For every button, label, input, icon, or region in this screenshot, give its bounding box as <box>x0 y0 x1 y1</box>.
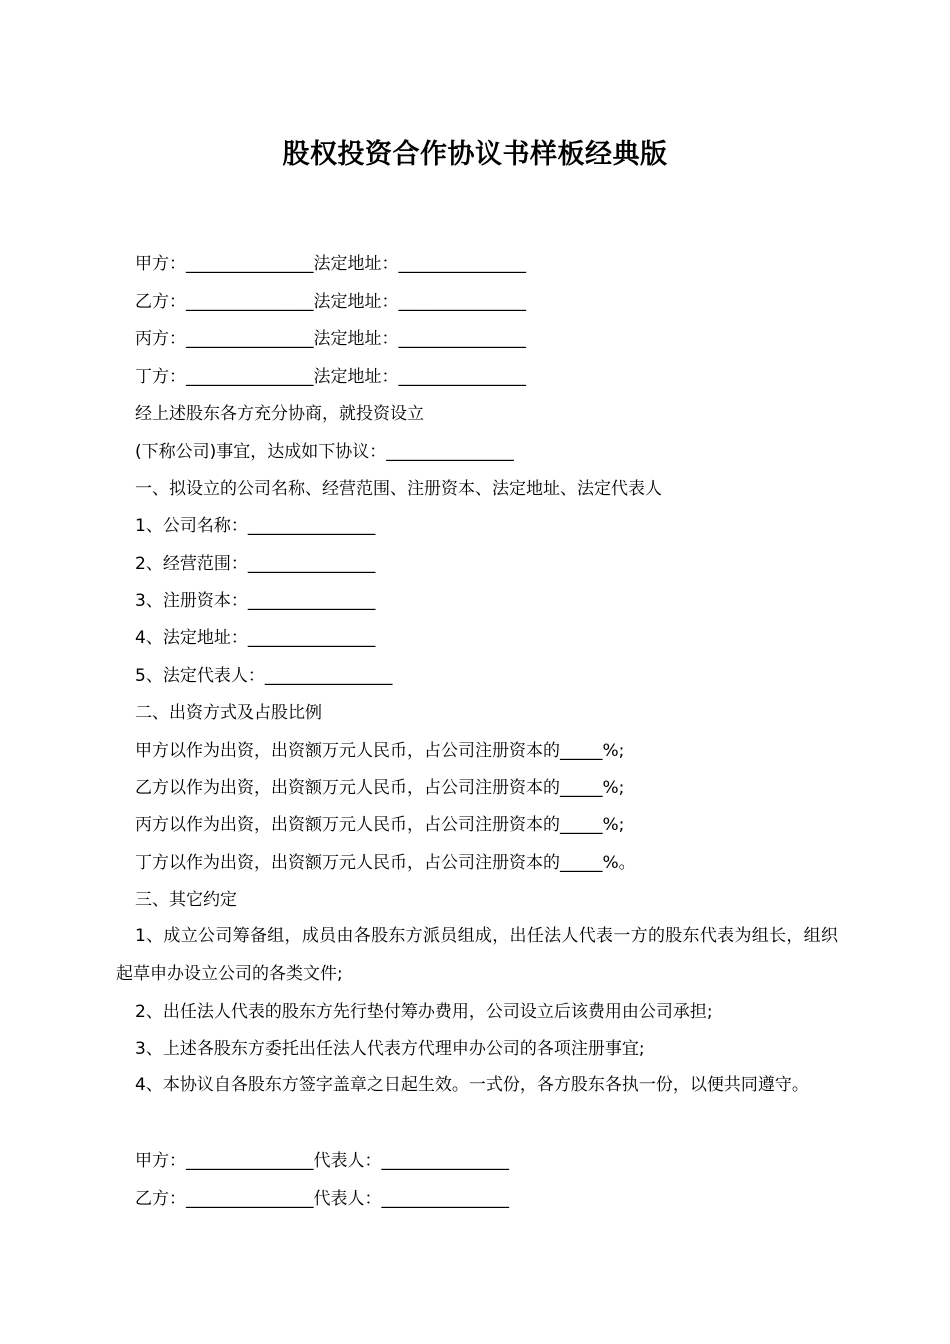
intro-line-2: (下称公司)事宜，达成如下协议：_______________ <box>135 442 514 462</box>
other-clause-1: 1、成立公司筹备组，成员由各股东方派员组成，出任法人代表一方的股东代表为组长，组织起草申办设立公司的各类文件; <box>116 926 838 984</box>
company-item-capital: 3、注册资本：_______________ <box>135 591 376 611</box>
signature-line-b: 乙方：_______________代表人：_______________ <box>135 1189 509 1209</box>
party-line-a: 甲方：_______________法定地址：_______________ <box>135 254 526 274</box>
document-title: 股权投资合作协议书样板经典版 <box>282 139 668 170</box>
contribution-line-a: 甲方以作为出资，出资额万元人民币，占公司注册资本的_____%; <box>135 741 625 761</box>
party-line-b: 乙方：_______________法定地址：_______________ <box>135 292 526 312</box>
company-item-name: 1、公司名称：_______________ <box>135 516 376 536</box>
other-clause-2: 2、出任法人代表的股东方先行垫付筹办费用，公司设立后该费用由公司承担; <box>135 1002 713 1022</box>
company-item-address: 4、法定地址：_______________ <box>135 628 376 648</box>
company-item-representative: 5、法定代表人：_______________ <box>135 666 393 686</box>
other-clause-3: 3、上述各股东方委托出任法人代表方代理申办公司的各项注册事宜; <box>135 1039 645 1059</box>
company-item-scope: 2、经营范围：_______________ <box>135 554 376 574</box>
contribution-line-c: 丙方以作为出资，出资额万元人民币，占公司注册资本的_____%; <box>135 815 625 835</box>
other-clause-4: 4、本协议自各股东方签字盖章之日起生效。一式份，各方股东各执一份，以便共同遵守。 <box>135 1075 809 1095</box>
party-line-d: 丁方：_______________法定地址：_______________ <box>135 367 526 387</box>
party-line-c: 丙方：_______________法定地址：_______________ <box>135 329 526 349</box>
signature-line-a: 甲方：_______________代表人：_______________ <box>135 1151 509 1171</box>
contribution-line-b: 乙方以作为出资，出资额万元人民币，占公司注册资本的_____%; <box>135 778 625 798</box>
section-heading-company: 一、拟设立的公司名称、经营范围、注册资本、法定地址、法定代表人 <box>135 479 662 499</box>
contribution-line-d: 丁方以作为出资，出资额万元人民币，占公司注册资本的_____%。 <box>135 853 636 873</box>
section-heading-contribution: 二、出资方式及占股比例 <box>135 703 322 723</box>
section-heading-other: 三、其它约定 <box>135 890 237 910</box>
intro-line-1: 经上述股东各方充分协商，就投资设立 <box>135 404 424 424</box>
